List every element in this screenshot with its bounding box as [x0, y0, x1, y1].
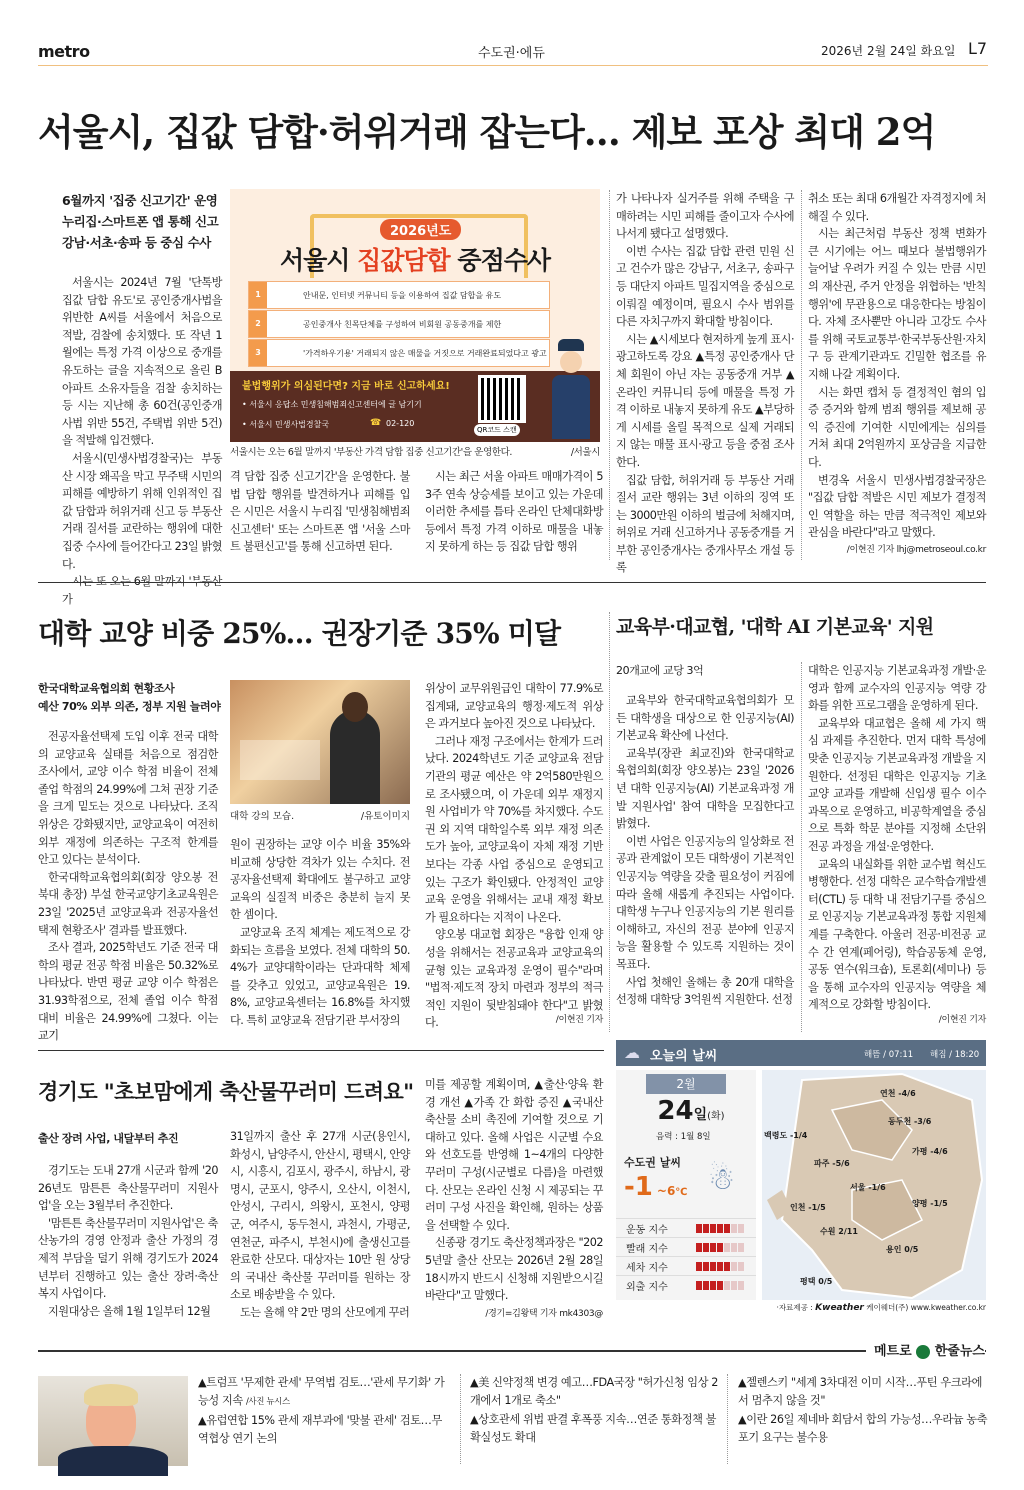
index-bar-segment: [717, 1243, 723, 1252]
poster-title-c: 중점수사: [449, 246, 551, 275]
index-bar-segment: [731, 1262, 737, 1271]
poster-caption: [230, 444, 600, 458]
paragraph: 시는 최근 서울 아파트 매매가격이 53주 연속 상승세를 보이고 있는 가운데 이러한 추세를 틈타 온라인 단체대화방 등에서 특정 가격 이하로 매물을 내놓지 못하게 하는 등 집값 담합 행위: [425, 470, 603, 554]
weather-source: [762, 1302, 986, 1313]
poster-title: [250, 241, 580, 277]
paragraph: 취소 또는 최대 6개월간 자격정지에 처해질 수 있다.: [808, 192, 986, 223]
poster-badge: 2026년도: [380, 219, 461, 240]
paragraph: 교육의 내실화를 위한 교수법 혁신도 병행한다. 선정 대학은 교수학습개발센터(CTL) 등 대학 내 전담기구를 중심으로 인공지능 기본교육과정 통합 지원체계를 구축한다. 아울러 전공·비전공 교수 간 연계(페어링), 학습공동체 운영, 공동 연수(워크숍), 토론회(세미나) 등을 통해 교수자의 인공지능 역량을 체계적으로 강화할 방침이다.: [808, 857, 986, 1012]
phone-icon: ☎: [370, 418, 382, 428]
day-number: 24: [657, 1096, 694, 1126]
poster-item: [248, 339, 550, 367]
paragraph: 사업 첫해인 올해는 총 20개 대학을 선정해 대학당 3억원씩 지원한다. 선정: [616, 975, 794, 1007]
source-url: www.kweather.co.kr: [910, 1303, 986, 1312]
subhead-line: 누리집·스마트폰 앱 통해 신고: [62, 214, 219, 229]
item-text: 안내문, 인터넷 커뮤니티 등을 이용하여 집값 담합을 유도: [303, 290, 502, 300]
source-label: ·자료제공 :: [776, 1303, 813, 1312]
city-label: 백령도 -1/4: [764, 1131, 808, 1140]
poster-banner: 불법행위가 의심된다면? 지금 바로 신고하세요!: [242, 381, 450, 392]
brand-circle-icon: [916, 1345, 930, 1359]
paragraph: 양오봉 대교협 회장은 "융합 인재 양성을 위해서는 전공교육과 교양교육의 균형 있는 교육과정 운영이 필수"라며 "법적·제도적 장치 마련과 정부의 적극적인 지원이 뒷받침돼야 한다"고 밝혔다.: [425, 928, 603, 1030]
paragraph: 격 담합 집중 신고기간'을 운영한다. 불법 담합 행위를 발견하거나 피해를 입은 시민은 서울시 누리집 '민생침해범죄신고센터' 또는 스마트폰 앱 '서울 스마트 불편신고'를 통해 신고하면 된다.: [230, 470, 410, 554]
paragraph: 시는 화면 캡처 등 결정적인 혐의 입증 증거와 함께 범죄 행위를 제보해 공익 증진에 기여한 시민에게는 심의를 거쳐 최대 2억원까지 포상금을 지급한다.: [808, 385, 986, 469]
article1-byline: /이현진 기자 lhj@metroseoul.co.kr: [846, 545, 986, 555]
paragraph: 교육부와 한국대학교육협의회가 모든 대학생을 대상으로 한 인공지능(AI) 기본교육 확산에 나선다.: [616, 694, 794, 743]
index-bar-segment: [710, 1262, 716, 1271]
newsline-col1: [198, 1374, 450, 1449]
city-label: 인천 -1/5: [790, 1203, 826, 1212]
subhead-line: 강남·서초·송파 등 중심 수사: [62, 235, 211, 250]
brand-newsline: 한줄뉴스: [934, 1344, 985, 1359]
index-bar-segment: [724, 1243, 730, 1252]
subhead-line: 한국대학교육협의회 현황조사: [38, 682, 175, 695]
index-label: 운동 지수: [626, 1224, 668, 1236]
city-label: 양평 -1/5: [912, 1199, 948, 1208]
index-bar-segment: [738, 1224, 744, 1233]
article3-headline: 교육부·대교협, '대학 AI 기본교육' 지원: [616, 616, 934, 638]
news-item: ▲유럽연합 15% 관세 재부과에 '맞불 관세' 검토…무역협상 연기 논의: [198, 1413, 442, 1446]
weather-header: [616, 1040, 986, 1066]
article3-byline: /이현진 기자: [938, 1015, 986, 1025]
source-company: 케이웨더(주): [866, 1303, 909, 1312]
lunar-date: 음력 : 1월 8일: [656, 1132, 711, 1142]
index-bar-segment: [710, 1243, 716, 1252]
paragraph: 시는 또 오는 6월 말까지 '부동산 가: [62, 575, 222, 606]
index-bar-segment: [731, 1224, 737, 1233]
poster-item: [248, 310, 550, 338]
article1-col4: [616, 190, 794, 575]
weather-box: [616, 1040, 986, 1318]
caption-credit: /서울시: [570, 447, 600, 458]
day-suffix: 일: [693, 1107, 708, 1123]
index-row: [616, 1275, 756, 1294]
page-number: L7: [968, 39, 988, 58]
city-label: 연천 -4/6: [880, 1089, 916, 1098]
index-bar-segment: [731, 1281, 737, 1290]
weekday: (화): [707, 1111, 725, 1122]
paragraph: 교육부와 대교협은 올해 세 가지 핵심 과제를 추진한다. 먼저 대학 특성에 맞춘 인공지능 기본교육과정 개발을 지원한다. 선정된 대학은 인공지능 기초 교양 교과를 개발해 신입생 필수 이수 과목으로 운영하고, 비공학계열을 중심으로 특화 학문 분야를 지정해 소단위 전공 과정을 개설·운영한다.: [808, 716, 986, 853]
item-text: '가격하우기용' 거래되지 않은 매물을 거짓으로 거래완료되었다고 광고: [303, 348, 547, 358]
paragraph: 경기도는 도내 27개 시군과 함께 '2026년도 맘튼튼 축산물꾸러미 지원사업'을 오는 3월부터 추진한다.: [38, 1164, 218, 1213]
article2-byline: /이현진 기자: [555, 1015, 603, 1025]
paragraph: 31일까지 출산 후 27개 시군(용인시, 화성시, 남양주시, 안산시, 평택시, 안양시, 시흥시, 김포시, 광주시, 하남시, 광명시, 군포시, 양주시, 오산시, 이천시, 안성시, 구리시, 의왕시, 포천시, 양평군, 여주시, 동두천시, 과천시, 가평군, 연천군, 파주시, 부천시)에 출생신고를 완료한 산모다. 대상자는 10만 원 상당의 국내산 축산물 꾸러미를 원하는 장소로 배송받을 수 있다.: [230, 1130, 410, 1302]
weather-indices: [616, 1218, 756, 1294]
newsline-col3: [738, 1374, 988, 1448]
region-label: 수도권 날씨: [624, 1156, 681, 1169]
index-bar-segment: [731, 1243, 737, 1252]
poster-bottom: [230, 371, 600, 442]
weather-title: 오늘의 날씨: [650, 1049, 718, 1064]
news-item: ▲젤렌스키 "세계 3차대전 이미 시작…푸틴 우크라에서 멈추지 않을 것": [738, 1376, 982, 1408]
index-bar-segment: [703, 1224, 709, 1233]
subhead-line: 예산 70% 외부 의존, 정부 지원 늘려야: [38, 700, 221, 713]
poster-report2: • 서울시 민생사법경찰국: [242, 420, 330, 429]
weather-left-panel: [616, 1070, 756, 1300]
article1-col5: [808, 190, 986, 540]
news-item: ▲상호관세 위법 판결 후폭풍 지속…연준 통화정책 불확실성도 확대: [470, 1412, 717, 1445]
article1-col2: [230, 468, 410, 560]
city-label: 가평 -4/6: [912, 1147, 948, 1156]
sunrise-time: 해뜸 / 07:11: [864, 1050, 914, 1060]
section-divider: [38, 582, 986, 583]
column-divider: [609, 190, 610, 560]
paragraph: 서울시(민생사법경찰국)는 부동산 시장 왜곡을 막고 무주택 시민의 피해를 예방하기 위해 인위적인 집값 담합과 허위거래 신고 등 부동산 거래 질서를 교란하는 행위에 대한 집중 수사에 들어간다고 23일 밝혔다.: [62, 451, 222, 571]
temp-unit: ℃: [675, 1187, 688, 1198]
column-divider: [460, 1374, 461, 1464]
city-label: 동두천 -3/6: [888, 1117, 932, 1126]
index-label: 세차 지수: [626, 1262, 668, 1274]
city-label: 평택 0/5: [800, 1277, 833, 1286]
qr-code: [478, 375, 526, 423]
month-label: 2월: [646, 1074, 726, 1094]
paragraph: 이번 수사는 집값 담합 관련 민원 신고 건수가 많은 강남구, 서초구, 송파구 등 대단지 아파트 밀집지역을 중심으로 이뤄질 예정이며, 필요시 수사 범위를 다른 자치구까지 확대할 방침이다.: [616, 244, 794, 329]
paragraph: '맘튼튼 축산물꾸러미 지원사업'은 축산농가의 경영 안정과 출산 가정의 경제적 부담을 덜기 위해 경기도가 2024년부터 진행하고 있는 출산 장려·축산복지 사업이다.: [38, 1216, 218, 1301]
column-divider: [801, 662, 802, 1032]
news-item: ▲트럼프 '무제한 관세' 무역법 검토…'관세 무기화' 가능성 지속 /사진 뉴시스: [198, 1376, 445, 1408]
temp-low: -1: [624, 1172, 653, 1202]
caption-text: 서울시는 오는 6월 말까지 '부동산 가격 담합 집중 신고기간'을 운영한다.: [230, 447, 513, 458]
index-bar: [696, 1281, 745, 1290]
paragraph: 전공자율선택제 도입 이후 전국 대학의 교양교육 실태를 처음으로 점검한 조사에서, 교양 이수 학점 비율이 전체 졸업 학점의 24.99%에 그쳐 권장 기준을 크게 밑도는 것으로 나타났다. 조직 위상은 강화됐지만, 교양교육이 여전히 외부 재정에 의존하는 구조적 한계를 안고 있다는 분석이다.: [38, 730, 218, 867]
city-label: 파주 -5/6: [814, 1159, 850, 1168]
index-bar: [696, 1262, 745, 1271]
paragraph: 도는 올해 약 2만 명의 산모에게 꾸러: [240, 1305, 410, 1319]
city-label: 수원 2/11: [820, 1227, 858, 1236]
poster-phone: 02-120: [386, 419, 415, 428]
section-title: 수도권·에듀: [478, 46, 545, 61]
article1-col1: [62, 274, 222, 606]
paragraph: 이번 사업은 인공지능의 일상화로 전공과 관계없이 모든 대학생이 기본적인 인공지능 역량을 갖출 필요성이 커짐에 따라 올해 새롭게 추진되는 사업이다. 대학생 누구나 인공지능의 기본 원리를 이해하고, 자신의 전공 분야에 인공지능을 활용할 수 있도록 지원하는 것이 목표다.: [616, 834, 794, 971]
index-label: 외출 지수: [626, 1281, 668, 1293]
article4-col2: [230, 1128, 410, 1320]
item-number: 1: [249, 282, 267, 308]
index-bar-segment: [724, 1224, 730, 1233]
article1-headline: 서울시, 집값 담합·허위거래 잡는다… 제보 포상 최대 2억: [38, 110, 936, 154]
temp-high: ~6: [656, 1184, 676, 1198]
article4-subhead: 출산 장려 사업, 내달부터 추진: [38, 1132, 179, 1145]
index-bar-segment: [738, 1262, 744, 1271]
index-bar-segment: [696, 1243, 702, 1252]
paragraph: 서울시는 2024년 7월 '단톡방 집값 담합 유도'로 공인중개사법을 위반한 A씨를 서울에서 처음으로 적발, 검찰에 송치했다. 또 작년 1월에는 특정 가격 이상으로 중개를 유도하는 글을 지속적으로 올린 B아파트 소유자들을 검찰 송치하는 등 시는 지난해 총 60건(공인중개사법 위반 55건, 주택법 위반 5건)을 적발해 입건했다.: [62, 276, 222, 448]
paragraph: 조사 결과, 2025학년도 기준 전국 대학의 평균 전공 학점 비율은 50.32%로 나타났다. 반면 평균 교양 이수 학점은 31.93학점으로, 전체 졸업 이수 학점 대비 비율은 24.99%에 그쳤다. 이는 교기: [38, 941, 218, 1043]
index-bar-segment: [724, 1281, 730, 1290]
weather-map: [762, 1070, 986, 1300]
article3-col2: [808, 662, 986, 1012]
index-bar-segment: [717, 1224, 723, 1233]
paragraph: 시는 최근처럼 부동산 정책 변화가 큰 시기에는 어느 때보다 불법행위가 늘어날 우려가 커질 수 있는 만큼 시민의 재산권, 주거 안정을 위협하는 '반칙 행위'에 무관용으로 대응한다는 방침이다. 자체 조사뿐만 아니라 고강도 수사를 위해 국토교통부·한국부동산원·자치구 등 관계기관과도 긴밀한 협조를 유지해 나갈 계획이다.: [808, 227, 986, 381]
temperature: [624, 1172, 687, 1202]
article2-col1: [38, 728, 218, 1043]
snowman-icon: ☃: [708, 1162, 735, 1197]
column-divider: [609, 612, 610, 1032]
index-row: [616, 1237, 756, 1256]
index-bar-segment: [717, 1262, 723, 1271]
paragraph: 지원대상은 올해 1월 1일부터 12월: [48, 1304, 211, 1318]
item-text: 공인중개사 친목단체를 구성하여 비회원 공동중개를 제한: [303, 319, 502, 329]
article4-col3: [425, 1076, 603, 1304]
paragraph: 시는 ▲시세보다 현저하게 높게 표시·광고하도록 강요 ▲특정 공인중개사 단체 회원이 아닌 자는 공동중개 거부 ▲온라인 커뮤니티 등에 매물을 특정 가격 이하로 내놓지 못하게 유도 ▲부당하게 시세를 올릴 목적으로 실제 거래되지 않는 매물 표시·광고 등을 중점 조사한다.: [616, 332, 794, 469]
poster-report1: • 서울시 응답소 민생침해범죄신고센터에 글 남기기: [242, 400, 422, 409]
column-divider: [727, 1374, 728, 1464]
article3-subhead: 20개교에 교당 3억: [616, 664, 704, 677]
lecture-photo: [230, 680, 410, 804]
qr-label: QR코드 스캔: [474, 424, 520, 436]
date-label: [646, 1096, 736, 1126]
caption-credit: /유토이미지: [360, 811, 410, 822]
paragraph: 위상이 교무위원급인 대학이 77.9%로 집계돼, 교양교육의 행정·제도적 위상은 과거보다 높아진 것으로 나타났다.: [425, 682, 603, 731]
paragraph: 대학은 인공지능 기본교육과정 개발·운영과 함께 교수자의 인공지능 역량 강화를 위한 프로그램을 운영하게 된다.: [808, 664, 986, 713]
brand-metro: 메트로: [874, 1344, 912, 1359]
caption-text: 대학 강의 모습.: [230, 811, 295, 822]
subhead-line: 6월까지 '집중 신고기간' 운영: [62, 193, 218, 208]
index-label: 빨래 지수: [626, 1243, 668, 1255]
index-bar-segment: [696, 1262, 702, 1271]
cloud-icon: ☁: [624, 1043, 640, 1062]
newsline-col2: [470, 1374, 720, 1448]
index-bar-segment: [724, 1262, 730, 1271]
paragraph: 집값 담합, 허위거래 등 부동산 거래 질서 교란 행위는 3년 이하의 징역 또는 3000만원 이하의 벌금에 처해지며, 허위로 거래 신고하거나 공동중개를 거부한 공인중개사는 중개사무소 개설 등록: [616, 473, 794, 575]
report2-text: 서울시 민생사법경찰국: [249, 420, 330, 429]
poster-title-a: 서울시: [279, 246, 358, 275]
article3-col1: [616, 692, 794, 1028]
index-bar-segment: [696, 1281, 702, 1290]
article4-col1: [38, 1162, 218, 1320]
index-bar: [696, 1224, 745, 1233]
newsline-rule: [38, 1350, 986, 1352]
header-rule: [38, 65, 988, 66]
poster-title-b: 집값담합: [357, 246, 450, 275]
report1-text: 서울시 응답소 민생침해범죄신고센터에 글 남기기: [249, 400, 422, 409]
paragraph: 그러나 재정 구조에서는 한계가 드러났다. 2024학년도 기준 교양교육 전담기관의 평균 예산은 약 2억580만원으로 조사됐으며, 이 가운데 외부 재정지원 사업비가 약 70%를 차지했다. 수도권 외 지역 대학일수록 외부 재정 의존도가 높아, 교양교육이 자체 재정 기반보다는 각종 사업 중심으로 운영되고 있는 구조가 확인됐다. 안정적인 교양교육 운영을 위해서는 교내 재정 확보가 필요하다는 지적이 나온다.: [425, 734, 603, 924]
item-number: 2: [249, 311, 267, 337]
article2-subheads: [38, 680, 228, 716]
index-bar-segment: [696, 1224, 702, 1233]
column-divider: [801, 190, 802, 560]
paragraph: 교양교육 조직 체계는 제도적으로 강화되는 흐름을 보였다. 전체 대학의 50.4%가 교양대학이라는 단과대학 체제를 갖추고 있었고, 교양교육원은 19.8%, 교양교육센터는 16.8%를 차지했다. 특히 교양교육 전담기관 부서장의: [230, 925, 410, 1027]
index-bar-segment: [710, 1224, 716, 1233]
index-row: [616, 1256, 756, 1275]
news-item: ▲이란 26일 제네바 회담서 합의 가능성…우라늄 농축 포기 요구는 불수용: [738, 1412, 988, 1445]
article1-subheads: [62, 190, 227, 253]
city-label: 서울 -1/6: [850, 1183, 886, 1192]
paragraph: 가 나타나자 실거주를 위해 주택을 구매하려는 시민 피해를 줄이고자 수사에 나서게 됐다고 설명했다.: [616, 192, 794, 241]
paragraph: 신종광 경기도 축산정책과장은 "2025년말 출산 산모는 2026년 2월 28일 18시까지 반드시 신청해 지원받으시길 바란다"고 말했다.: [425, 1236, 603, 1303]
seoul-poster: [230, 189, 600, 442]
index-row: [616, 1218, 756, 1237]
metro-logo: metro: [38, 42, 90, 61]
paragraph: 원이 권장하는 교양 이수 비율 35%와 비교해 상당한 격차가 있는 수치다. 전공자율선택제 확대에도 불구하고 교양교육의 실질적 비중은 충분히 늘지 못한 셈이다.: [230, 838, 410, 922]
police-officer-illustration: [548, 339, 592, 439]
photo-caption: [230, 808, 410, 822]
sunset-time: 해짐 / 18:20: [930, 1050, 980, 1060]
index-bar-segment: [703, 1243, 709, 1252]
section-divider: [38, 1050, 604, 1051]
photo-credit: /사진 뉴시스: [245, 1397, 290, 1408]
item-number: 3: [249, 340, 267, 366]
issue-date: 2026년 2월 24일 화요일: [821, 44, 956, 58]
paragraph: 변경옥 서울시 민생사법경찰국장은 "집값 담합 적발은 시민 제보가 결정적인 역할을 하는 만큼 적극적인 제보와 관심을 바란다"라고 말했다.: [808, 473, 986, 540]
paragraph: 미를 제공할 계획이며, ▲출산·양육 환경 개선 ▲가족 간 화합 증진 ▲국내산 축산물 소비 촉진에 기여할 것으로 기대하고 있다. 올해 사업은 시군별 수요와 선호도를 반영해 1~4개의 다양한 꾸러미 구성(시군별로 다름)을 마련했다. 산모는 온라인 신청 시 제공되는 꾸러미 구성 사진을 확인해, 원하는 상품을 선택할 수 있다.: [425, 1078, 603, 1232]
poster-item: [248, 281, 550, 309]
index-bar: [696, 1243, 745, 1252]
paragraph: 교육부(장관 최교진)와 한국대학교육협의회(회장 양오봉)는 23일 '2026년 대학 인공지능(AI) 기본교육과정 개발 지원사업' 참여 대학을 모집한다고 밝혔다.: [616, 746, 794, 831]
newsline-brand: [866, 1340, 985, 1359]
index-bar-segment: [738, 1243, 744, 1252]
article2-headline: 대학 교양 비중 25%… 권장기준 35% 미달: [38, 617, 561, 650]
article1-col3: [425, 468, 603, 560]
index-bar-segment: [717, 1281, 723, 1290]
trump-photo: [38, 1376, 188, 1466]
index-bar-segment: [710, 1281, 716, 1290]
paragraph: 한국대학교육협의회(회장 양오봉 전북대 총장) 부설 한국교양기초교육원은 23일 '2025년 교양교육과 전공자율선택제 현황조사' 결과를 발표했다.: [38, 870, 218, 937]
index-bar-segment: [738, 1281, 744, 1290]
page-header: [38, 18, 988, 68]
news-item: ▲美 신약정책 변경 예고…FDA국장 "허가신청 임상 2개에서 1개로 축소": [470, 1376, 719, 1408]
index-bar-segment: [703, 1262, 709, 1271]
city-label: 용인 0/5: [886, 1245, 919, 1254]
source-brand: Kweather: [815, 1303, 864, 1313]
article4-byline: /경기=김왕택 기자 mk4303@: [485, 1309, 603, 1319]
article2-col2: [230, 836, 410, 1026]
index-bar-segment: [703, 1281, 709, 1290]
article4-headline: 경기도 "초보맘에게 축산물꾸러미 드려요": [38, 1079, 414, 1104]
